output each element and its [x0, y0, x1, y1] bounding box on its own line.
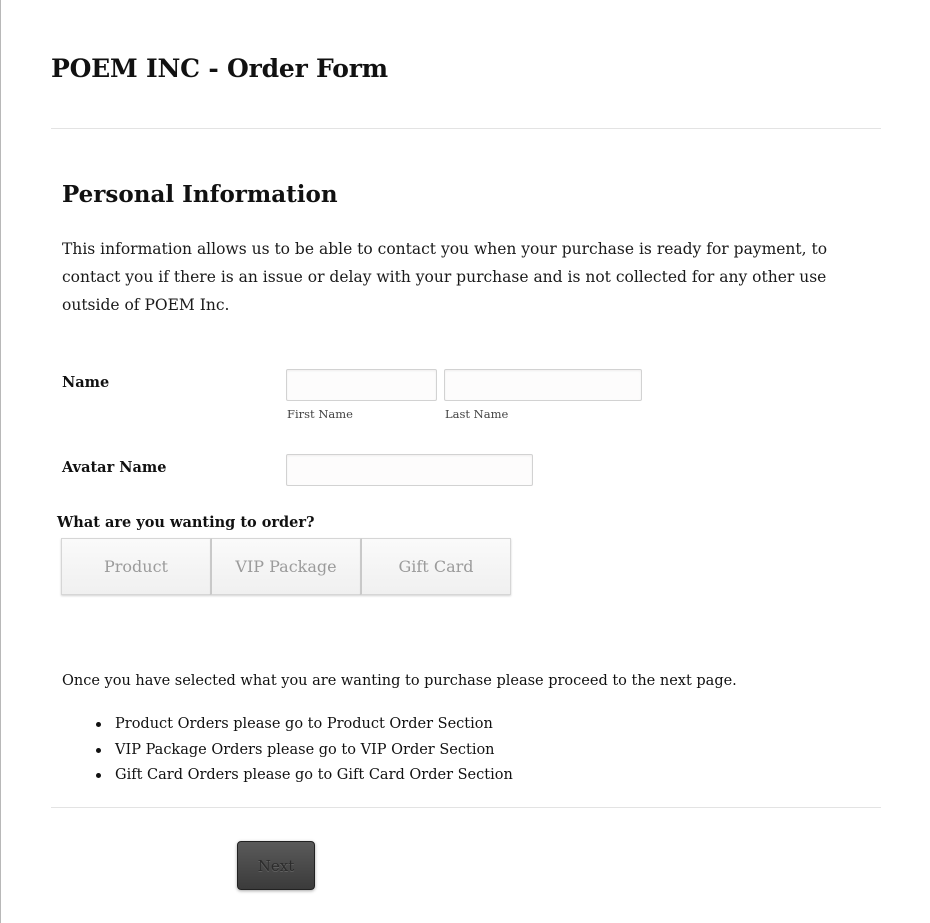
last-name-input[interactable]: [444, 369, 642, 401]
proceed-instructions: Once you have selected what you are wanting to purchase please proceed to the next page.: [62, 673, 737, 689]
section-description: This information allows us to be able to contact you when your purchase is ready for payment, to contact you if there is an issue or delay with your purchase and is not collected for any other use outside of POEM Inc.: [62, 240, 828, 314]
list-item-text: Product Orders please go to Product Order Section: [115, 716, 493, 732]
order-section-list: [115, 712, 513, 789]
header-divider: [51, 128, 881, 129]
list-item: [115, 712, 513, 738]
list-item-text: Gift Card Orders please go to Gift Card Order Section: [115, 767, 513, 783]
order-question: What are you wanting to order?: [57, 514, 315, 531]
first-name-input[interactable]: [286, 369, 437, 401]
next-button[interactable]: Next: [237, 841, 315, 890]
list-item-text: VIP Package Orders please go to VIP Order Section: [115, 741, 495, 758]
first-name-sublabel: First Name: [287, 407, 353, 421]
bullet-icon: [96, 748, 101, 753]
form-title: POEM INC - Order Form: [51, 54, 388, 83]
section-title: Personal Information: [62, 181, 338, 208]
list-item: [115, 763, 513, 789]
name-label: Name: [62, 374, 110, 391]
avatar-name-label: Avatar Name: [62, 459, 167, 476]
choice-vip-package[interactable]: VIP Package: [211, 538, 361, 595]
bullet-icon: [96, 773, 101, 778]
page-left-border: [0, 0, 1, 923]
bullet-icon: [96, 722, 101, 727]
last-name-sublabel: Last Name: [445, 407, 509, 421]
list-item: [115, 738, 513, 764]
footer-divider: [51, 807, 881, 808]
order-choice-group: [61, 538, 511, 595]
choice-product[interactable]: Product: [61, 538, 211, 595]
choice-gift-card[interactable]: Gift Card: [361, 538, 511, 595]
avatar-name-input[interactable]: [286, 454, 533, 486]
